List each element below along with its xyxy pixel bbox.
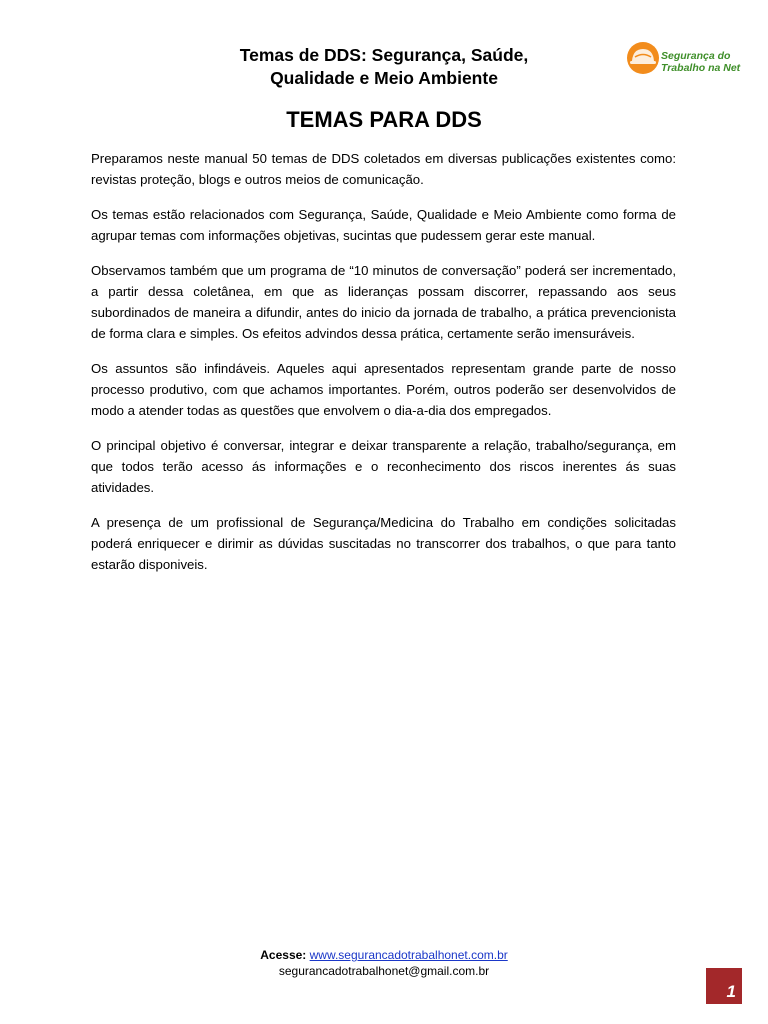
- footer-email: segurancadotrabalhonet@gmail.com.br: [278, 964, 490, 978]
- paragraph: Os assuntos são infindáveis. Aqueles aqui apresentados representam grande parte de nosso processo produtivo, com que achamos importantes. Porém, outros poderão ser desenvolvidos de modo a atender todas as questões que envolvem o dia-a-dia dos empregados.: [91, 361, 676, 418]
- paragraph: O principal objetivo é conversar, integrar e deixar transparente a relação, trabalho/segurança, em que todos terão acesso ás informações e o reconhecimento dos riscos inerentes ás suas atividades.: [91, 438, 676, 495]
- paragraph: Os temas estão relacionados com Segurança, Saúde, Qualidade e Meio Ambiente como forma de agrupar temas com informações objetivas, sucintas que pudessem gerar este manual.: [91, 207, 676, 243]
- paragraph: Observamos também que um programa de “10 minutos de conversação” poderá ser incrementado, a partir dessa coletânea, em que as lideranças possam discorrer, repassando aos seus subordinados de maneira a difundir, antes do inicio da jornada de trabalho, a prática prevencionista de forma clara e simples. Os efeitos advindos dessa prática, certamente serão imensuráveis.: [91, 263, 676, 341]
- header-title: [200, 44, 568, 90]
- footer-website-link[interactable]: www.segurancadotrabalhonet.com.br: [309, 948, 508, 962]
- header-title-line-2: Qualidade e Meio Ambiente: [270, 68, 498, 88]
- footer-access-label: Acesse:: [260, 948, 307, 962]
- paragraph: Preparamos neste manual 50 temas de DDS coletados em diversas publicações existentes como: revistas proteção, blogs e outros meios de comunicação.: [91, 151, 676, 187]
- document-title: TEMAS PARA DDS: [286, 107, 482, 132]
- helmet-logo-icon: [625, 40, 661, 76]
- logo-text-line-1: Segurança do: [661, 50, 731, 62]
- logo-text-line-2: Trabalho na Net: [661, 62, 741, 74]
- header-title-line-1: Temas de DDS: Segurança, Saúde,: [239, 45, 529, 65]
- footer: [160, 947, 608, 979]
- paragraph: A presença de um profissional de Segurança/Medicina do Trabalho em condições solicitadas poderá enriquecer e dirimir as dúvidas suscitadas no transcorrer dos trabalhos, o que para tanto estarão disponiveis.: [91, 515, 676, 572]
- logo-text: [661, 50, 740, 74]
- site-logo: [625, 38, 745, 80]
- document-body: [91, 148, 676, 589]
- page-number-badge: 1: [706, 968, 742, 1004]
